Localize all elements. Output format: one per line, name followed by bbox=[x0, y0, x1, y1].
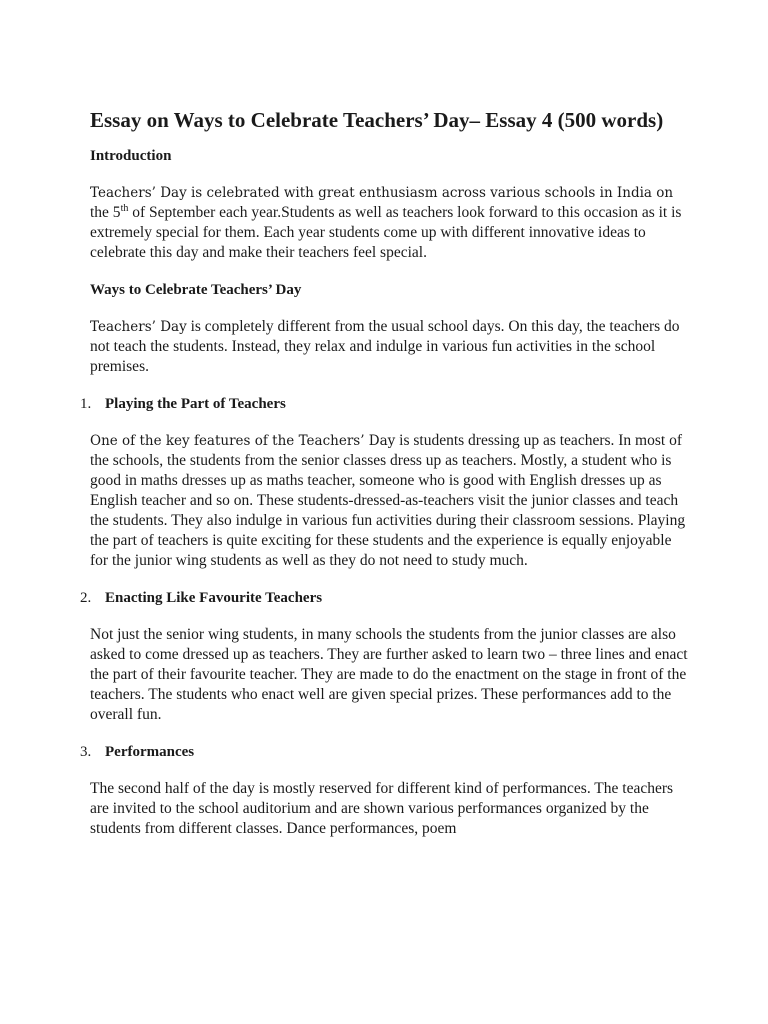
section-paragraph-3: The second half of the day is mostly reserved for different kind of performances. The teachers are invited to the school auditorium and are shown various performances organized by the students from different classes. Dance performances, poem bbox=[90, 780, 674, 837]
section-heading-1 bbox=[80, 394, 690, 414]
section-heading-3 bbox=[80, 742, 690, 762]
section-title-1: Playing the Part of Teachers bbox=[105, 396, 286, 412]
section-paragraph-1 bbox=[90, 431, 690, 571]
ways-paragraph bbox=[90, 317, 690, 377]
section-rest-1: is students dressing up as teachers. In most of the schools, the students from the senior classes dress up as teachers. Mostly, a student who is good in maths dresses up as maths teacher, someone who is good with English dresses up as English teacher and so on. These students-dressed-as-teachers visit the junior classes and teach the students. They also indulge in various fun activities during their classroom sessions. Playing the part of teachers is quite exciting for these students and the experience is equally enjoyable for the junior wing students as well as they do not need to study much. bbox=[90, 432, 686, 569]
section-heading-2 bbox=[80, 588, 690, 608]
document-page bbox=[80, 106, 690, 856]
section-title-3: Performances bbox=[105, 744, 195, 760]
section-lead-1: One of the key features of the Teachers’ Day bbox=[90, 433, 396, 449]
ways-lead: Teachers’ Day bbox=[90, 319, 187, 335]
section-title-2: Enacting Like Favourite Teachers bbox=[105, 590, 323, 606]
introduction-date-superscript: th bbox=[120, 202, 129, 214]
section-paragraph-2: Not just the senior wing students, in many schools the students from the junior classes are also asked to come dressed up as teachers. They are further asked to learn two – three lines and enact the part of their favourite teacher. They are made to do the enactment on the stage in front of the teachers. The students who enact well are given special prizes. These performances add to the overall fun. bbox=[90, 626, 688, 723]
ways-heading: Ways to Celebrate Teachers’ Day bbox=[90, 282, 302, 298]
section-number-2: 2. bbox=[80, 590, 92, 606]
introduction-rest: of September each year.Students as well as teachers look forward to this occasion as it is extremely special for them. Each year students come up with different innovative ideas to celebrate this day and make their teachers feel special. bbox=[90, 204, 682, 261]
introduction-heading: Introduction bbox=[90, 148, 172, 164]
essay-title: Essay on Ways to Celebrate Teachers’ Day– Essay 4 (500 words) bbox=[90, 108, 664, 132]
ways-rest: is completely different from the usual school days. On this day, the teachers do not teach the students. Instead, they relax and indulge in various fun activities in the school premises. bbox=[90, 318, 680, 375]
introduction-lead: Teachers’ Day is celebrated with great enthusiasm across various schools in India on bbox=[90, 185, 674, 201]
section-number-3: 3. bbox=[80, 744, 92, 760]
introduction-date-prefix: the 5 bbox=[90, 204, 121, 221]
section-number-1: 1. bbox=[80, 396, 92, 412]
introduction-paragraph bbox=[90, 183, 690, 263]
